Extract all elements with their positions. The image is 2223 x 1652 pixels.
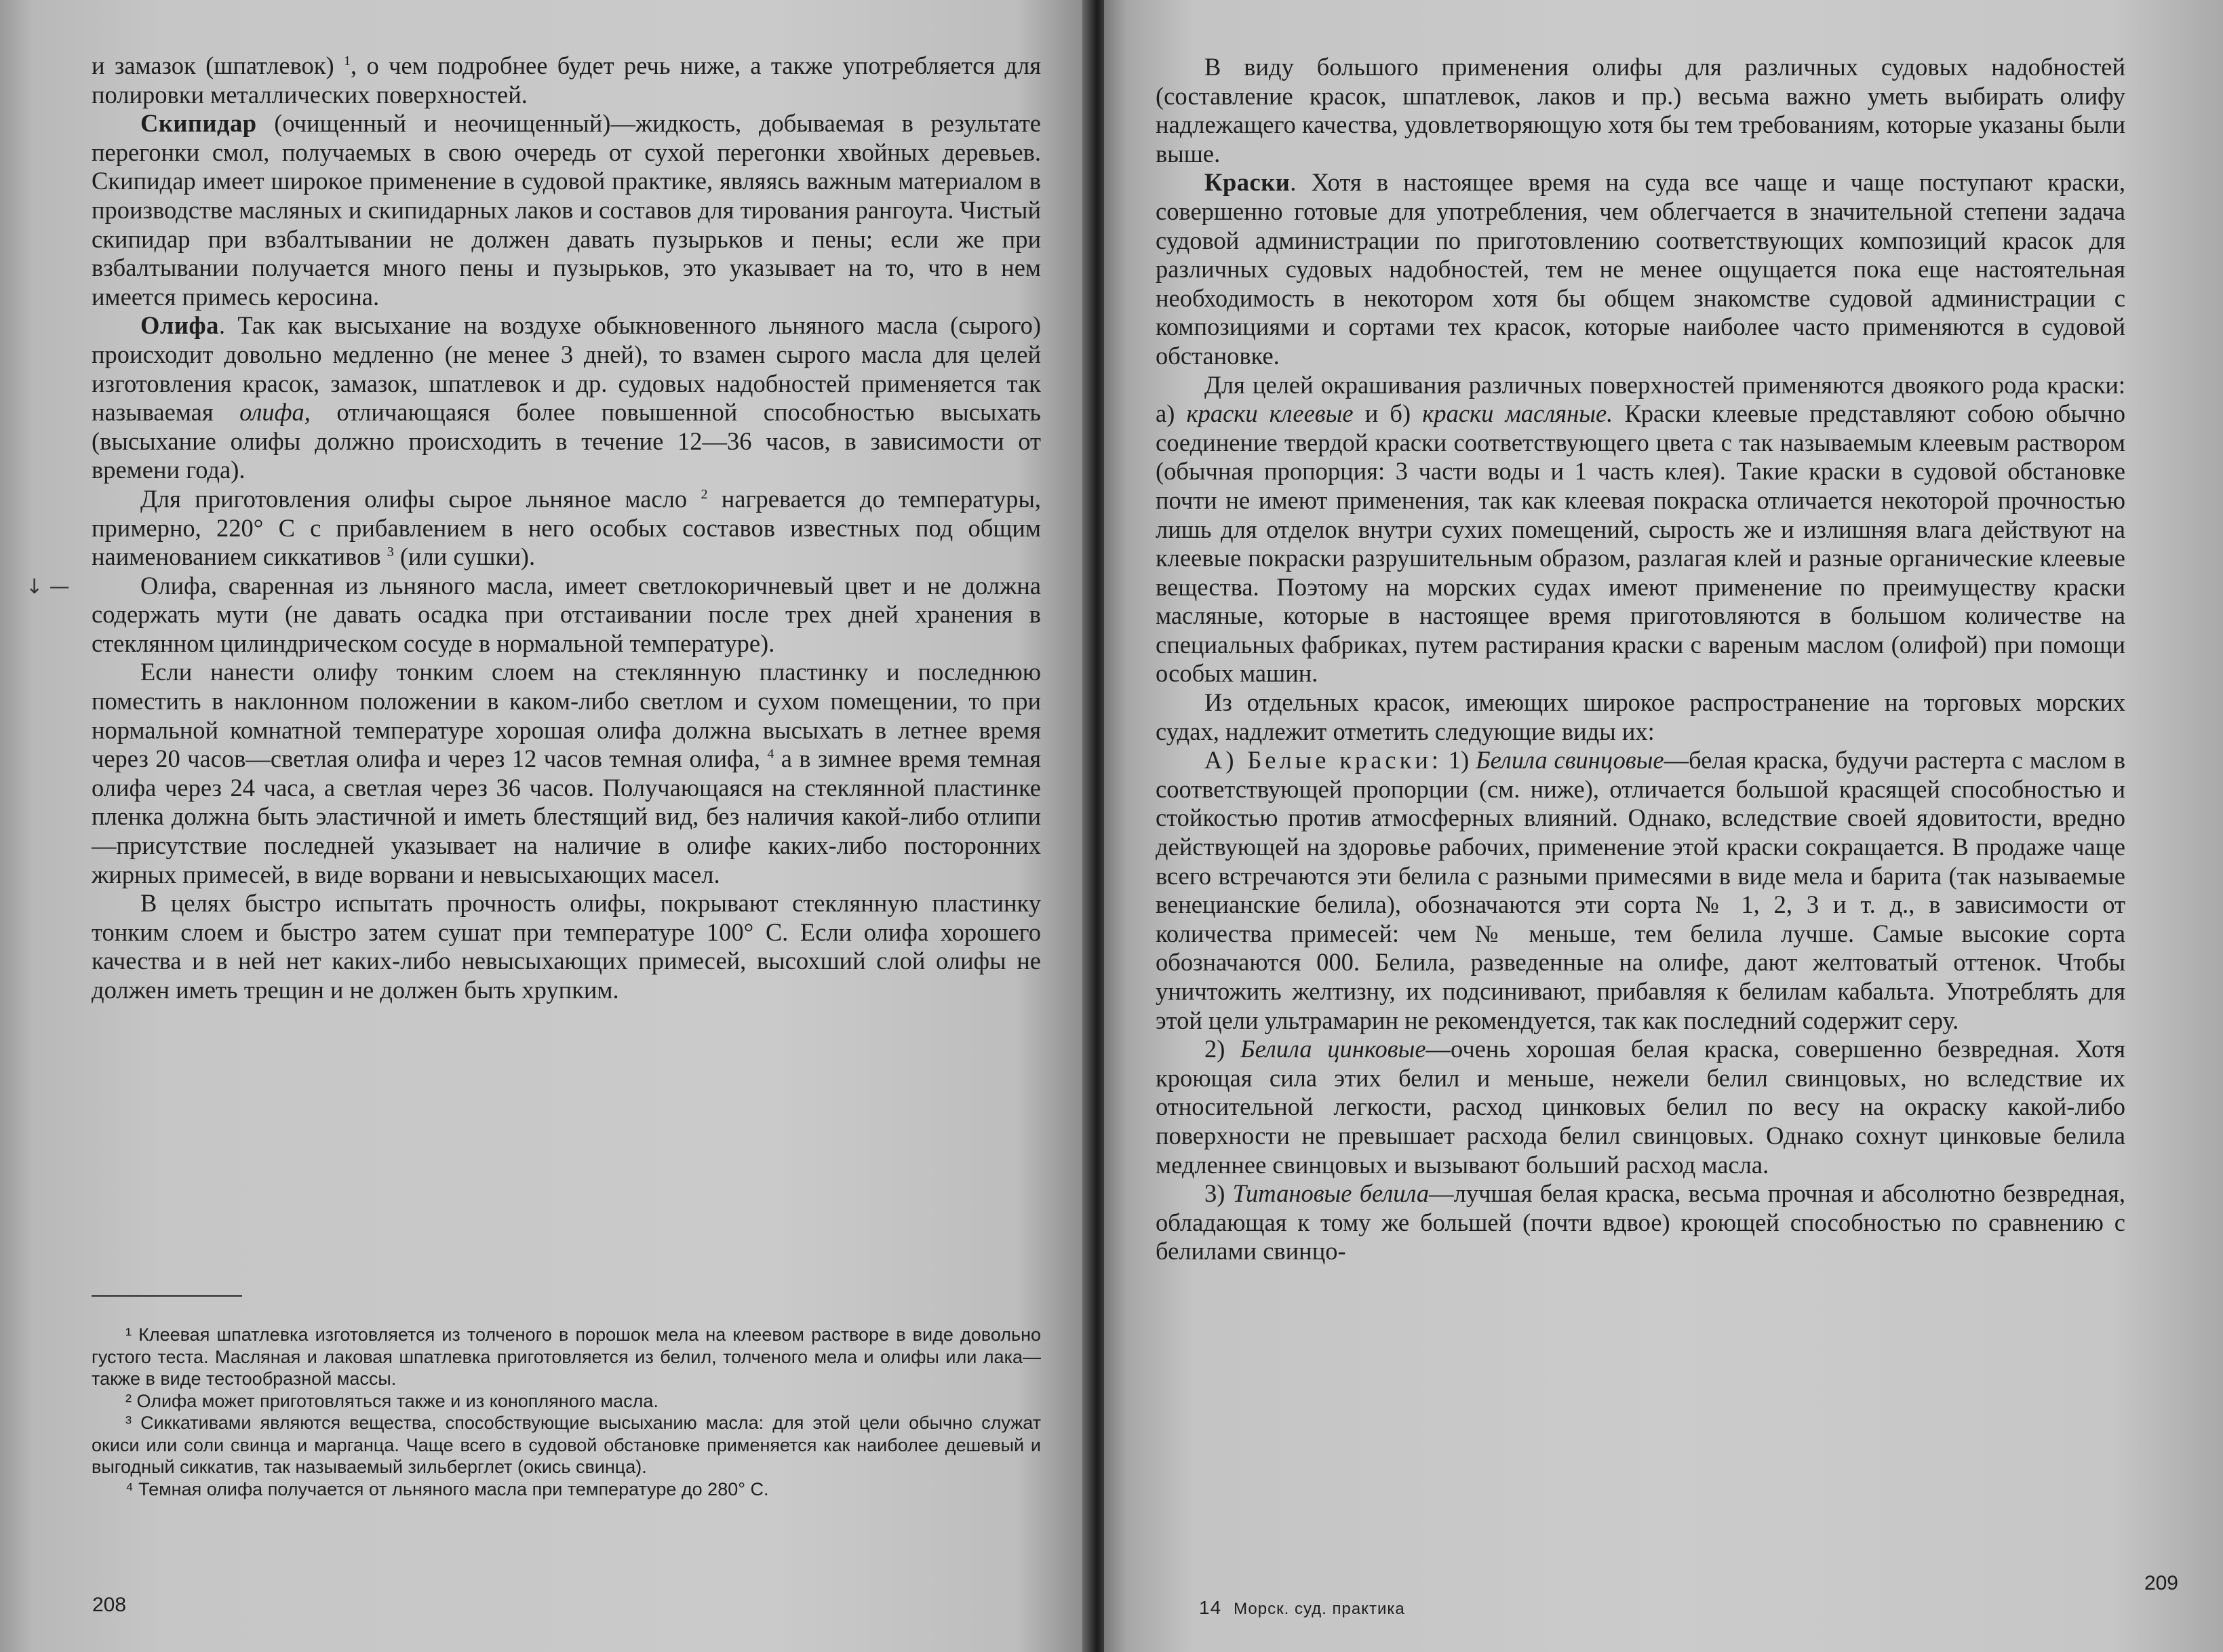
right-paragraph-titanium: 3) Титановые белила—лучшая белая краска, весьма прочная и абсолютно безвредная, обладающая к тому же большей (почти вдвое) кроющей способностью по сравнению с белилами свинцо- — [1156, 1179, 2125, 1265]
term-turpentine: Скипидар — [140, 109, 257, 138]
left-paragraph-7: В целях быстро испытать прочность олифы, покрывают стеклянную пластинку тонким слоем и быстро затем сушат при температуре 100° С. Если олифа хорошего качества и в ней нет каких-либо невысыхающих примесей, высохший слой олифы не должен иметь трещин и не должен быть хрупким. — [92, 889, 1041, 1004]
left-page-body — [92, 52, 1041, 1005]
left-paragraph-5: Олифа, сваренная из льняного масла, имеет светлокоричневый цвет и не должна содержать мути (не давать осадка при отстаивании после трех дней хранения в стеклянном цилиндрическом сосуде в нормальной температуре). — [92, 571, 1041, 657]
footnote-2: ² Олифа может приготовляться также и из конопляного масла. — [125, 1390, 658, 1411]
right-paragraph-paints: Краски. Хотя в настоящее время на суда все чаще и чаще поступают краски, совершенно готовые для употребления, чем облегчается в значительной степени задача судовой администрации по приготовлению соответствующих композиций красок для различных судовых надобностей, тем не менее ощущается пока еще настоятельная необходимость в некотором хотя бы общем знакомстве судовой администрации с композициями и сортами тех красок, которые наиболее часто применяются в судовой обстановке. — [1156, 168, 2125, 370]
footnotes — [92, 1324, 1041, 1500]
right-paragraph-1: В виду большого применения олифы для различных судовых надобностей (составление красок, шпатлевок, лаков и пр.) весьма важно уметь выбирать олифу надлежащего качества, удовлетворяющую хотя бы тем требованиям, которые указаны были выше. — [1156, 53, 2125, 168]
page-number-left: 208 — [92, 1594, 127, 1616]
right-paragraph-white-paints: А) Белые краски: 1) Белила свинцовые—белая краска, будучи растерта с маслом в соответствующей пропорции (см. ниже), отличается большой красящей способностью и стойкостью против атмосферных влияний. Однако, вследствие своей ядовитости, вредно действующей на здоровье рабочих, применение этой краски сокращается. В продаже чаще всего встречаются эти белила с разными примесями в виде мела и барита (так называемые венецианские белила), обозначаются эти сорта № 1, 2, 3 и т. д., в зависимости от количества примесей: чем № меньше, тем белила лучше. Самые высокие сорта обозначаются 000. Белила, разведенные на олифе, дают желтоватый оттенок. Чтобы уничтожить желтизну, их подсинивают, прибавляя к белилам кабальта. Употреблять для этой цели ультрамарин не рекомендуется, так как последний содержит серу. — [1156, 746, 2125, 1034]
left-paragraph-4: Для приготовления олифы сырое льняное масло $^2$ нагревается до температуры, примерно, 220° С с прибавлением в него особых составов известных под общим наименованием сиккативов $^3$ (или сушки). — [92, 484, 1041, 571]
printer-signature: 14 Морск. суд. практика — [1199, 1597, 1405, 1618]
term-paints: Краски — [1204, 168, 1291, 197]
page-number-right: 209 — [2144, 1572, 2178, 1594]
left-paragraph-6: Если нанести олифу тонким слоем на стеклянную пластинку и последнюю поместить в наклонном положении в каком-либо светлом и сухом помещении, то при нормальной комнатной температуре хорошая олифа должна высыхать в летнее время через 20 часов—светлая олифа и через 12 часов темная олифа, $^4$ а в зимнее время темная олифа через 24 часа, а светлая через 36 часов. Получающаяся на стеклянной пластинке пленка должна быть эластичной и иметь блестящий вид, без наличия какой-либо отлипи—присутствие последней указывает на наличие в олифе каких-либо посторонних жирных примесей, в виде ворвани и невысыхающих масел. — [92, 658, 1041, 888]
footnote-1: ¹ Клеевая шпатлевка изготовляется из толченого в порошок мела на клеевом растворе в виде довольно густого теста. Масляная и лаковая шпатлевка приготовляется из белил, толченого мела и олифы или лака—также в виде тестообразной массы. — [92, 1324, 1041, 1389]
left-paragraph-olifa: Олифа. Так как высыхание на воздухе обыкновенного льняного масла (сырого) происходит довольно медленно (не менее 3 дней), то взамен сырого масла для целей изготовления красок, замазок, шпатлевок и др. судовых надобностей применяется так называемая олифа, отличающаяся более повышенной способностью высыхать (высыхание олифы должно происходить в течение 12—36 часов, в зависимости от времени года). — [92, 311, 1041, 484]
right-paragraph-4: Из отдельных красок, имеющих широкое распространение на торговых морских судах, надлежит отметить следующие виды их: — [1156, 688, 2125, 745]
right-paragraph-zinc: 2) Белила цинковые—очень хорошая белая краска, совершенно безвредная. Хотя кроющая сила этих белил и меньше, нежели белил свинцовых, но вследствие их относительной легкости, расход цинковых белил по весу на окраску какой-либо поверхности не превышает расхода белил свинцовых. Однако сохнут цинковые белила медленнее свинцовых и вызывают больший расход масла. — [1156, 1035, 2126, 1179]
left-paragraph-1: и замазок (шпатлевок) $^1$, о чем подробнее будет речь ниже, а также употребляется для полировки металлических поверхностей. — [92, 52, 1041, 109]
left-page — [0, 0, 1093, 1652]
left-paragraph-turpentine: Скипидар (очищенный и неочищенный)—жидкость, добываемая в результате перегонки смол, получаемых в свою очередь от сухой перегонки хвойных деревьев. Скипидар имеет широкое применение в судовой практике, являясь важным материалом в производстве масляных и скипидарных лаков и составов для тирования рангоута. Чистый скипидар при взбалтывании не должен давать пузырьков и пены; если же при взбалтывании получается много пены и пузырьков, это указывает на то, что в нем имеется примесь керосина. — [92, 109, 1041, 311]
footnote-3: ³ Сиккативами являются вещества, способствующие высыханию масла: для этой цели обычно служат окиси или соли свинца и марганца. Чаще всего в судовой обстановке применяется как наиболее дешевый и выгодный сиккатив, так называемый зильберглет (окись свинца). — [92, 1413, 1041, 1477]
right-page — [1104, 0, 2223, 1652]
term-olifa: Олифа — [140, 311, 219, 340]
footnote-rule — [92, 1295, 242, 1297]
right-page-body — [1156, 53, 2125, 1266]
margin-mark: ↓ — — [26, 575, 70, 599]
right-paragraph-3: Для целей окрашивания различных поверхностей применяются двоякого рода краски: а) краски клеевые и б) краски масляные. Краски клеевые представляют собою обычно соединение твердой краски соответствующего цвета с так называемым клеевым раствором (обычная пропорция: 3 части воды и 1 часть клея). Такие краски в судовой обстановке почти не имеют применения, так как клеевая покраска отличается некоторой прочностью лишь для отделок внутри сухих помещений, сырость же и излишняя влага действуют на клеевые покраски разрушительным образом, разлагая клей и разные органические клеевые вещества. Поэтому на морских судах имеют применение по преимуществу краски масляные, которые в настоящее время приготовляются в большом количестве на специальных фабриках, путем растирания краски с вареным маслом (олифой) при помощи особых машин. — [1156, 370, 2125, 688]
section-heading-white: А) Белые краски: — [1204, 746, 1442, 774]
footnote-4: ⁴ Темная олифа получается от льняного масла при температуре до 280° С. — [125, 1478, 769, 1499]
